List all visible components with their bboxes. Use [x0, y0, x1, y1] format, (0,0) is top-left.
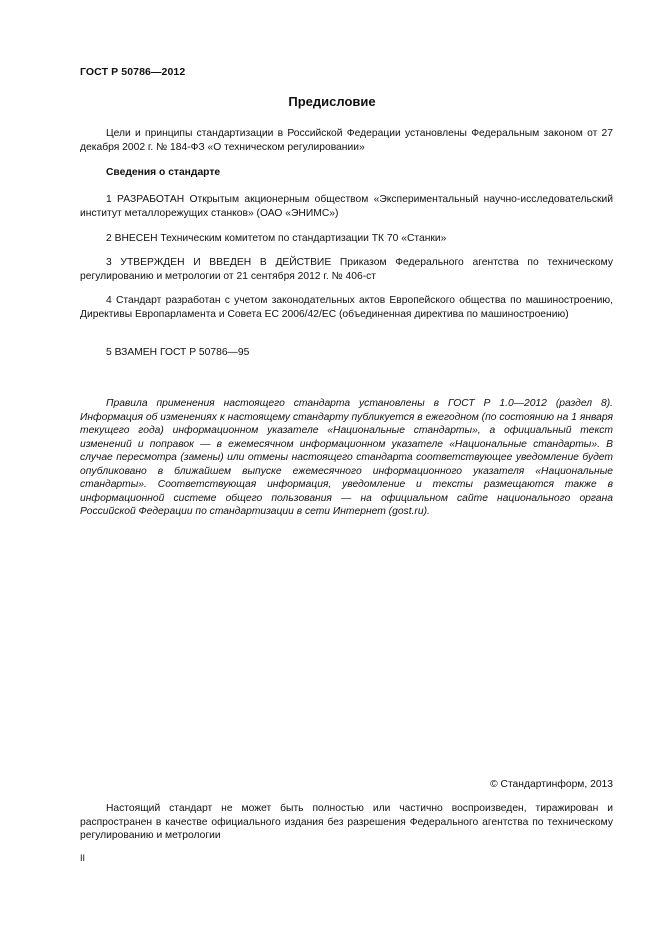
copyright-line: © Стандартинформ, 2013 [490, 779, 613, 790]
page-number: II [80, 853, 86, 863]
item-developed-with: 4 Стандарт разработан с учетом законодательных актов Европейского общества по машиностроению, Директивы Европарламента и Совета ЕС 2006/42/ЕС (объединенная директива по машиностроению) [80, 295, 613, 320]
item-introduced: 2 ВНЕСЕН Техническим комитетом по стандартизации ТК 70 «Станки» [106, 233, 447, 244]
info-heading: Сведения о стандарте [106, 167, 221, 178]
standard-code-header: ГОСТ Р 50786—2012 [80, 66, 186, 78]
item-replaces: 5 ВЗАМЕН ГОСТ Р 50786—95 [106, 347, 250, 358]
item-developed: 1 РАЗРАБОТАН Открытым акционерным обществом «Экспериментальный научно-исследовательский институт металлорежущих станков» (ОАО «ЭНИМС») [80, 194, 613, 219]
page-title: Предисловие [288, 94, 376, 109]
rules-notice: Правила применения настоящего стандарта установлены в ГОСТ Р 1.0—2012 (раздел 8). Информация об изменениях к настоящему стандарту публикуется в ежегодном (по состоянию на 1 января текущего года) информационном указателе «Национальные стандарты», а официальный текст изменений и поправок — в ежемесячном информационном указателе «Национальные стандарты». В случае пересмотра (замены) или отмены настоящего стандарта соответствующее уведомление будет опубликовано в ближайшем выпуске ежемесячного информационного указателя «Национальные стандарты». Соответствующая информация, уведомление и тексты размещаются также в информационной системе общего пользования — на официальном сайте национального органа Российской Федерации по стандартизации в сети Интернет (gost.ru). [80, 398, 613, 517]
reproduction-notice: Настоящий стандарт не может быть полностью или частично воспроизведен, тиражирован и распространен в качестве официального издания без разрешения Федерального агентства по техническому регулированию и метрологии [80, 803, 613, 842]
intro-paragraph: Цели и принципы стандартизации в Российской Федерации установлены Федеральным законом от 27 декабря 2002 г. № 184-ФЗ «О техническом регулировании» [80, 128, 613, 153]
item-approved: 3 УТВЕРЖДЕН И ВВЕДЕН В ДЕЙСТВИЕ Приказом Федерального агентства по техническому регулированию и метрологии от 21 сентября 2012 г. № 406-ст [80, 257, 613, 282]
